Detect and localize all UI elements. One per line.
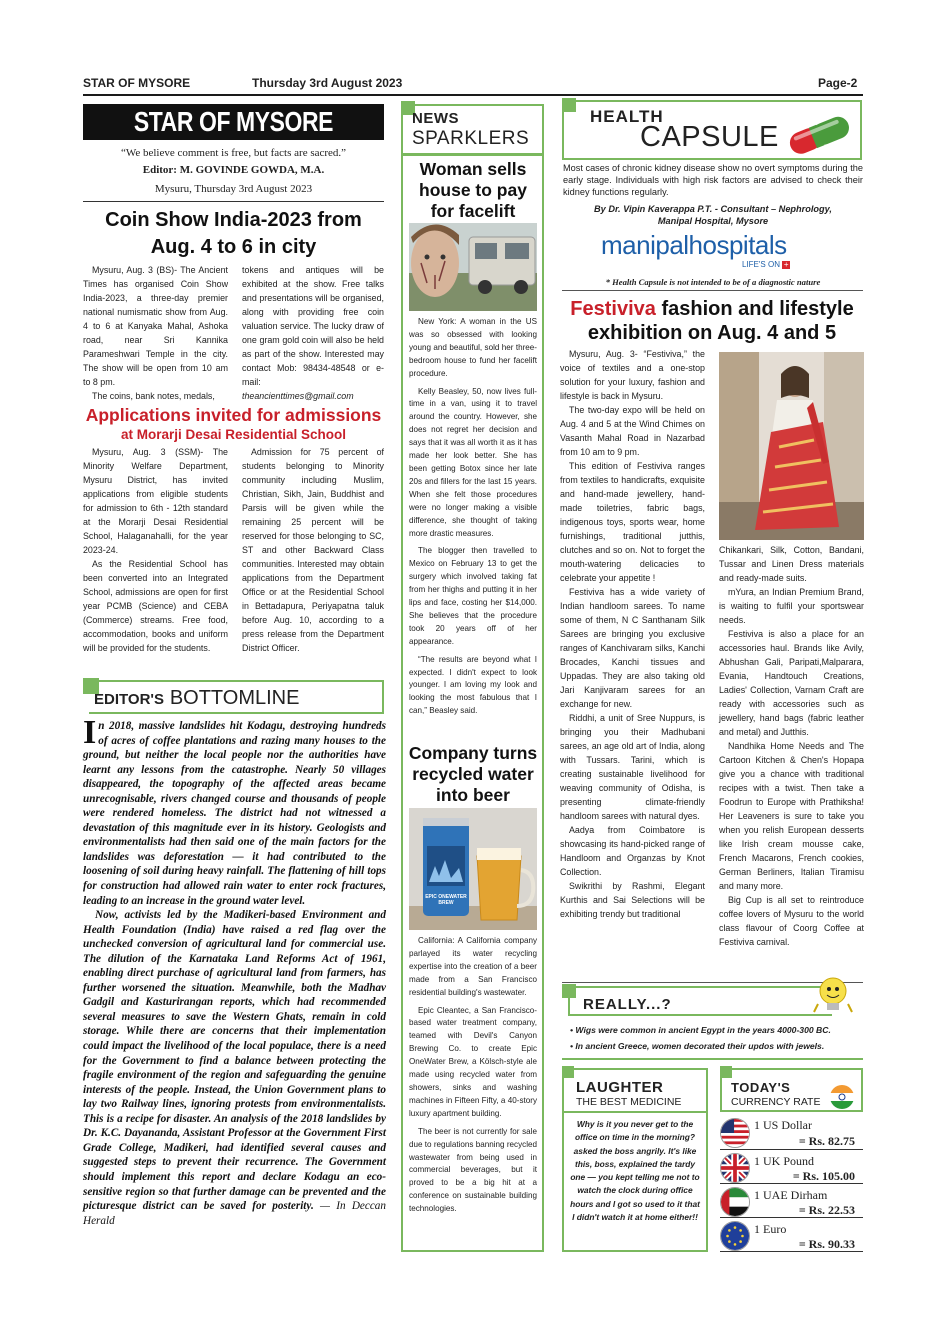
currency-row (720, 1116, 863, 1150)
masthead-logo (83, 104, 384, 140)
festiviva-col2-para: Nandhika Home Needs and The Cartoon Kitchen & Chen's Hopapa give you a chance with traditional recipes with a twist. Then take a Foodrun to Europe with Prathiksha! Her Leaveners is sure to take you when you relish European desserts like Irish cream mousse cake, French Macarons, French cookies, German Berliners, Italian Tiramisu and many more. (719, 741, 864, 891)
header-page-number: Page-2 (818, 76, 858, 90)
saree-model-photo-icon (719, 352, 864, 540)
news-story1-photo (409, 223, 537, 311)
festiviva-col1-para: The two-day expo will be held on Aug. 4 and 5 at the Wind Chimes on Vasanth Mahal Road in Nazarbad from 10 am to 9 pm. (560, 405, 705, 457)
admissions-subhead: at Morarji Desai Residential School (120, 427, 347, 442)
currency-row (720, 1184, 863, 1218)
news-story1-para: “The results are beyond what I expected. I didn't expect to look younger. I am loving my look and looking the most fabulous that I can,” Beasley said. (409, 654, 537, 716)
uk-flag-icon (720, 1153, 750, 1183)
festiviva-col1-para: Swikrithi by Rashmi, Elegant Kurthis and Sai Selections will be exhibiting trendy but traditional (560, 881, 705, 919)
news-title-light: SPARKLERS (412, 128, 530, 149)
header-paper-name: STAR OF MYSORE (83, 76, 191, 90)
festiviva-col2-para: Big Cup is all set to reintroduce coffee lovers of Mysuru to the world class flavour of Coorg Coffee at Festiviva carnival. (719, 895, 864, 947)
currency-row (720, 1150, 863, 1184)
header-rule (83, 94, 863, 96)
coin-show-col1 (83, 263, 228, 403)
news-title-rule (403, 153, 542, 156)
beer-can-label: EPIC ONEWATER BREW (425, 894, 467, 906)
really-item: • Wigs were common in ancient Egypt in the years 4000-300 BC. (570, 1025, 831, 1035)
masthead-logo-text: STAR OF MYSORE (133, 106, 334, 137)
festiviva-col1-para: Mysuru, Aug. 3- “Festiviva,” the voice of textiles and a one-stop solution for your luxury, fashion and lifestyle is back in Mysuru. (560, 349, 705, 401)
india-flag-icon (829, 1084, 855, 1110)
currency-unit: 1 UAE Dirham (754, 1188, 828, 1202)
laughter-subtitle: THE BEST MEDICINE (576, 1096, 682, 1108)
capsule-icon (782, 112, 858, 156)
currency-value: = Rs. 82.75 (798, 1134, 855, 1148)
health-disclaimer: * Health Capsule is not intended to be of a diagnostic nature (605, 277, 821, 287)
health-byline (563, 203, 863, 227)
admissions-col1-para: As the Residential School has been converted into an Integrated School, admissions are open for first year PCMB (Science) and CEBA (Commerce) streams. Free food, accommodation, books and uniform will be provided for the students. (83, 559, 228, 653)
manipal-logo: manipalhospitals (601, 230, 787, 260)
masthead-rule (83, 201, 384, 202)
masthead-tagline: “We believe comment is free, but facts are sacred.” (120, 147, 347, 159)
festiviva-col1-para: Riddhi, a unit of Sree Nuppurs, is bringing you their Madhubani sarees, an age old art of India, along with Tussars. Tarini, which is creating sustainable livelihood for weaving community of Odisha, is presenting climate-friendly handloom sarees with natural dyes. (560, 713, 705, 821)
editorial-title-bold: EDITOR'S (94, 691, 164, 708)
news-story2-photo (409, 808, 537, 930)
header-date: Thursday 3rd August 2023 (252, 76, 403, 90)
news-story1-body (409, 316, 537, 723)
currency-rates (720, 1116, 863, 1252)
currency-value: = Rs. 90.33 (798, 1237, 855, 1251)
festiviva-photo (719, 352, 864, 540)
festiviva-headline (558, 297, 866, 345)
festiviva-col2-para: Chikankari, Silk, Cotton, Bandani, Tussar and Linen Dress materials and ready-made suits. (719, 545, 864, 583)
us-flag-icon (720, 1118, 750, 1148)
editorial-para2: Now, activists led by the Madikeri-based Environment and Health Foundation (India) have raised a red flag over the unchecked conversion of agricultural land for commercial use. The dilution of the Karnataka Land Reforms Act of 1961, enabling direct purchase of agricultural land from farmers, has further worsened the situation. Meanwhile, both the Madhav Gadgil and Kasturirangan reports, which had recommended several measures to save the Western Ghats, remain in cold storage. While there are concerns that their implementation could impact the livelihood of the local populace, there is a need for the Government to find a balance between protecting the fragile environment of the region and safeguarding the genuine interests of the people. Instead, the Union Government plans to lay two Railway lines, ignoring protests from environmentalists. This is a recipe for disaster. An analysis of the 2018 landslides by Dr. K.C. Dayananda, Assistant Professor at the Government First Grade College, Madikeri, had identified several causes and suggested steps to prevent their recurrence. The Government should implement this report and declare Kodagu an eco-sensitive region so that further damage can be prevented and the picturesque district can be saved for posterity. (83, 909, 386, 1213)
really-title: REALLY...? (583, 996, 672, 1013)
news-story2-headline: Company turns recycled water into beer (408, 743, 538, 805)
festiviva-col1-para: Aadya from Coimbatore is showcasing its hand-picked range of Handloom and Organzas by Knot Collection. (560, 825, 705, 877)
festiviva-col1-para: Festiviva has a wide variety of Indian handloom sarees. To name some of them, N C Santhanam Silk Sarees are bringing you exclusive ranges of Kanchivaram silks, Kanchi Brocades, Kanchi tissues and Uppadas. They are also taking old Jari Kanjivaram sarees for an exchange for new. (560, 587, 705, 709)
news-story2-body (409, 935, 537, 1221)
laughter-title: LAUGHTER (576, 1079, 664, 1096)
really-list (570, 1022, 860, 1054)
currency-subtitle: CURRENCY RATE (731, 1096, 821, 1108)
currency-title: TODAY'S (731, 1080, 791, 1095)
coin-show-headline: Coin Show India-2023 from Aug. 4 to 6 in city (105, 209, 362, 258)
health-byline-line1: By Dr. Vipin Kaverappa P.T. - Consultant – Nephrology, (594, 204, 832, 214)
uae-flag-icon (720, 1187, 750, 1217)
editorial-body (83, 714, 386, 1228)
currency-row (720, 1218, 863, 1252)
laughter-corner-tab (562, 1066, 574, 1078)
really-item: • In ancient Greece, women decorated their updos with jewels. (570, 1041, 825, 1051)
masthead-editor: Editor: M. GOVINDE GOWDA, M.A. (142, 164, 325, 176)
editorial-title-light: BOTTOMLINE (169, 687, 300, 709)
news-story1-para: The blogger then travelled to Mexico on February 13 to get the surgery which involved taking fat from her thighs and putting it in her lips and face, costing her $14,000. She believes that the procedure took 20 years off of her appearance. (409, 546, 537, 646)
health-corner-tab (562, 98, 576, 112)
festiviva-headline-rest2: exhibition on Aug. 4 and 5 (587, 322, 837, 344)
currency-value: = Rs. 105.00 (792, 1169, 855, 1183)
currency-unit: 1 UK Pound (754, 1154, 815, 1168)
admissions-col2-para: Admission for 75 percent of students belonging to Minority community including Muslim, Christian, Sikh, Jain, Buddhist and Parsis will be given while the remaining 25 percent will be reserved for those belonging to SC, ST and other Backward Class communities. Interested may obtain applications from the Department Office or at the Residential School in Bettadapura, Periyapatna taluk before Aug. 10, according to a press release from the Department District Officer. (242, 447, 384, 653)
health-byline-line2: Manipal Hospital, Mysore (657, 216, 769, 226)
admissions-col1-para: Mysuru, Aug. 3 (SSM)- The Minority Welfare Department, Mysuru District, has invited applications from eligible students for admission to 6th - 12th standard at the Morarji Desai Residential School, Halaganahalli, for the year 2023-24. (83, 447, 228, 555)
health-text: Most cases of chronic kidney disease show no overt symptoms during the early stage. Individuals with high risk factors are advised to check their kidney functions regularly. (563, 163, 863, 197)
news-story2-para: Epic Cleantec, a San Francisco-based water treatment company, teamed with Devil's Canyon Brewing Co. to create Epic OneWater Brew, a Kölsch-style ale made using recycled water from showers, sinks and washing machines in Fifteen Fifty, a 40-story luxury apartment building. (409, 1005, 537, 1118)
festiviva-col2-para: mYura, an Indian Premium Brand, is waiting to fulfil your sportswear needs. (719, 587, 864, 625)
masthead-dateline: Mysuru, Thursday 3rd August 2023 (154, 183, 313, 195)
coin-show-col2 (242, 263, 384, 403)
news-title-bold: NEWS (412, 110, 459, 127)
admissions-col2 (242, 445, 384, 655)
news-story2-para: The beer is not currently for sale due to regulations banning recycled wastewater from being used in commercial beverages, but it proved to be a big hit at a conference on sustainable building technologies. (409, 1126, 537, 1214)
currency-unit: 1 US Dollar (754, 1118, 812, 1132)
editorial-para (83, 714, 386, 908)
laughter-rule (564, 1111, 706, 1113)
facelift-photo-icon (409, 223, 537, 311)
admissions-headline: Applications invited for admissions (85, 405, 382, 425)
festiviva-headline-rest1: fashion and lifestyle (655, 298, 854, 320)
beer-photo-icon (409, 808, 537, 930)
coin-col1-para: The coins, bank notes, medals, (92, 391, 215, 401)
eu-flag-icon (720, 1221, 750, 1251)
currency-unit: 1 Euro (754, 1222, 787, 1236)
festiviva-col1-para: This edition of Festiviva ranges from textiles to handicrafts, exquisite and hand-made jewellery, hand-made toiletries, fabric bags, indigenous toys, sports wear, home furnishings, traditional jutthis, clutches and so on. Not to forget the mouth-watering delicacies to celebrate your appetite ! (560, 461, 705, 583)
editorial-para1: n 2018, massive landslides hit Kodagu, destroying hundreds of acres of coffee plantations and razing many houses to the ground, but neither the local people nor the authorities have learnt any lessons from the catastrophe. Nearly 50 villages disappeared, the topography of the affected areas became unrecognisable, rivers changed course and thousands of people were rendered homeless. The district had not witnessed a devastation of this magnitude ever in its history. Geologists and environmentalists had then said one of the main factors for the landslides was deforestation — it had contributed to the loosening of soil during heavy rainfall. The flattening of hill tops for construction had allowed rain water to enter rock fractures, leading to an increase in the ground water level. (83, 720, 386, 907)
lightbulb-icon (812, 974, 854, 1018)
health-title-light: CAPSULE (640, 121, 779, 153)
really-item-text: Wigs were common in ancient Egypt in the years 4000-300 BC. (575, 1025, 831, 1035)
news-story2-para: California: A California company parlayed its water recycling expertise into the creation of a beer made from a San Francisco residential building's wastewater. (409, 936, 537, 997)
festiviva-col2 (719, 543, 864, 949)
plus-icon: + (783, 260, 789, 269)
festiviva-col1 (560, 347, 705, 921)
manipal-logo-sub-text: LIFE'S ON (742, 260, 780, 269)
really-bottom-rule (562, 1058, 863, 1060)
coin-col2-para: tokens and antiques will be exhibited at the show. Free talks and presentations will be organised, along with providing free coin valuation service. The lucky draw of one gram gold coin will also be held as part of the show. Interested may contact Mob: 98434-48548 or e-mail: (242, 265, 384, 387)
festiviva-headline-red: Festiviva (570, 298, 656, 320)
news-story1-para: New York: A woman in the US was so obsessed with looking young and beautiful, sold her three-bedroom house to fund her facelift procedure. (409, 317, 537, 378)
coin-col1-para: Mysuru, Aug. 3 (BS)- The Ancient Times has organised Coin Show India-2023, a three-day premier national numismatic show from Aug. 4 to 6 at Kanyaka Mahal, Ashoka road, near Sri Kannika Parameshwari Temple in the city. The show will be open from 10 am to 8 pm. (83, 265, 228, 387)
manipal-logo-sub (742, 260, 790, 269)
currency-value: = Rs. 22.53 (798, 1203, 855, 1217)
editorial-credit: — In Deccan Herald (83, 1200, 386, 1227)
health-title-bold: HEALTH (590, 107, 664, 126)
editorial-title (94, 686, 299, 710)
news-story1-headline: Woman sells house to pay for facelift (419, 159, 527, 221)
health-rule (562, 290, 863, 291)
editorial-para (83, 908, 386, 1228)
editorial-dropcap: I (83, 714, 97, 751)
festiviva-col2-para: Festiviva is also a place for an accessories haul. Brands like Avily, Abhushan Gali, Paripati,Malparara, Evania, Handtouch Creations, Ladies' Collection, Varnam Craft are ready with accessories such as jewellery, hand bags (fabric leather and metal) and Jutthis. (719, 629, 864, 737)
news-story1-para: Kelly Beasley, 50, now lives full-time in a van, using it to travel around the country. However, she does not regret her decision and says that it was all worth it as it has made her look better. She has been getting Botox since her late 20s and fillers for the last 15 years. When she felt those procedures were no longer making a visible difference, she thought of taking more drastic measures. (409, 386, 537, 538)
admissions-col1 (83, 445, 228, 655)
currency-corner-tab (720, 1066, 732, 1078)
really-item-text: In ancient Greece, women decorated their updos with jewels. (575, 1041, 825, 1051)
laughter-joke: Why is it you never get to the office on time in the morning? asked the boss angrily. It's like this, boss, explained the tardy one — you kept telling me not to watch the clock during office hours and I got so used to it that I didn't watch it at home either!! (570, 1119, 700, 1223)
coin-email-link[interactable]: theancienttimes@gmail.com (242, 391, 354, 401)
